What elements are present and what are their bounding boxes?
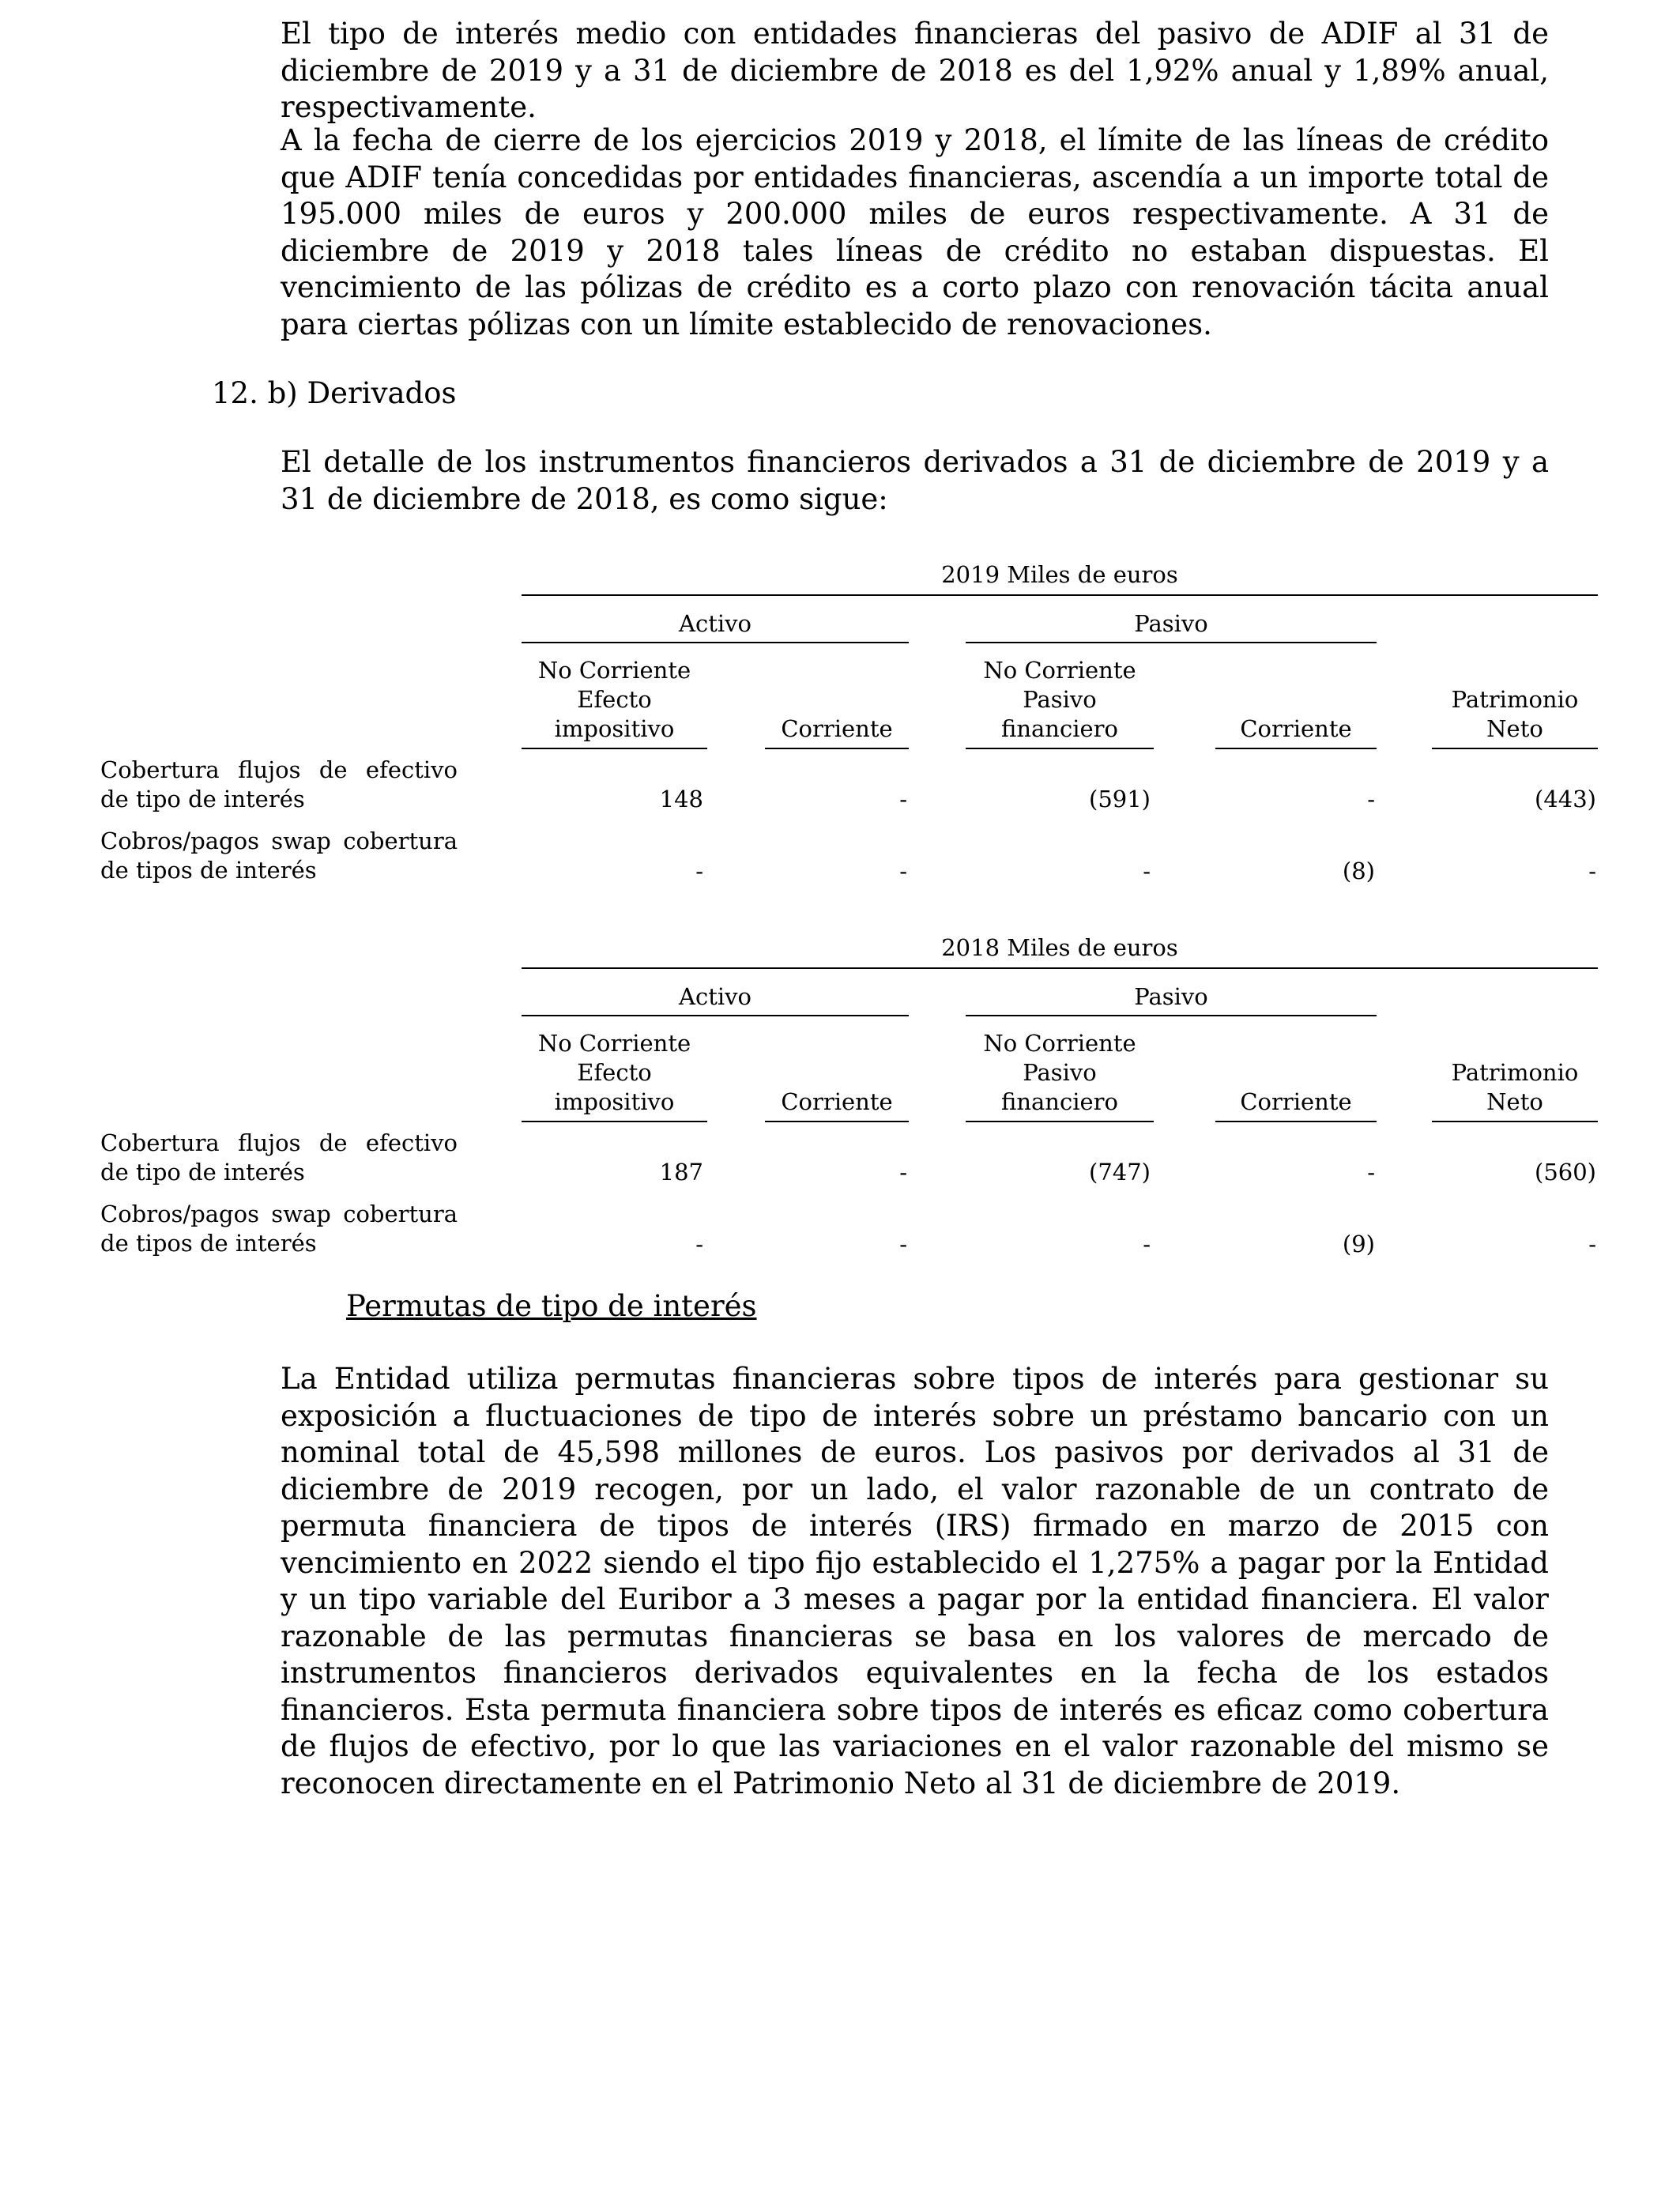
table-cell: - [1588, 858, 1596, 884]
table-cell: (591) [1089, 786, 1151, 812]
row-label-cobros-pagos: Cobros/pagos swap cobertura de tipos de interés [100, 827, 458, 884]
group-header-activo: Activo [679, 983, 751, 1010]
table-cell: (443) [1535, 786, 1596, 812]
title-rule [522, 594, 1598, 596]
col-header-no-corriente-pasivo-financiero: No Corriente Pasivo financiero [983, 657, 1136, 742]
table-cell: - [1367, 1159, 1375, 1186]
group-header-pasivo: Pasivo [1134, 983, 1208, 1010]
row-label-cobros-pagos: Cobros/pagos swap cobertura de tipos de interés [100, 1201, 458, 1257]
col-header-corriente-activo: Corriente [781, 715, 893, 742]
derivatives-table-2018 [0, 933, 1680, 1265]
col-header-patrimonio-neto: Patrimonio Neto [1451, 686, 1579, 742]
table-cell: - [899, 786, 907, 812]
pasivo-rule [966, 642, 1377, 643]
title-rule [522, 967, 1598, 969]
subsection-heading: Permutas de tipo de interés [346, 1289, 757, 1323]
col-header-no-corriente-pasivo-financiero: No Corriente Pasivo financiero [983, 1030, 1136, 1115]
paragraph-derivatives-intro: El detalle de los instrumentos financieros derivados a 31 de diciembre de 2019 y a 31 de diciembre de 2018, es como sigue: [281, 445, 1549, 516]
row-label-cobertura: Cobertura flujos de efectivo de tipo de interés [100, 756, 458, 812]
table-cell: - [695, 1231, 703, 1257]
table-cell: - [1367, 786, 1375, 812]
activo-rule [522, 1015, 909, 1016]
table-cell: - [899, 1159, 907, 1186]
col-header-no-corriente-efecto-impositivo: No Corriente Efecto impositivo [537, 657, 691, 742]
table-cell: 187 [659, 1159, 703, 1186]
table-cell: - [1143, 1231, 1151, 1257]
table-cell: - [695, 858, 703, 884]
col-header-corriente-pasivo: Corriente [1240, 715, 1352, 742]
paragraph-credit-lines: A la fecha de cierre de los ejercicios 2019 y 2018, el límite de las líneas de crédito que ADIF tenía concedidas por entidades financieras, ascendía a un importe total de 195.000 miles de euros y 200.000 miles de euros respectivamente. A 31 de diciembre de 2019 y 2018 tales líneas de crédito no estaban dispuestas. El vencimiento de las pólizas de crédito es a corto plazo con renovación tácita anual para ciertas pólizas con un límite establecido de renovaciones. [281, 123, 1549, 341]
group-header-activo: Activo [679, 610, 751, 637]
table-cell: 148 [659, 786, 703, 812]
derivatives-table-2019 [0, 560, 1680, 892]
row-label-cobertura: Cobertura flujos de efectivo de tipo de interés [100, 1129, 458, 1186]
paragraph-interest-rate: El tipo de interés medio con entidades financieras del pasivo de ADIF al 31 de diciembre de 2019 y a 31 de diciembre de 2018 es del 1,92% anual y 1,89% anual, respectivamente. [281, 17, 1549, 124]
table-cell: - [899, 858, 907, 884]
pasivo-rule [966, 1015, 1377, 1016]
table-title: 2019 Miles de euros [941, 561, 1178, 588]
section-heading: 12. b) Derivados [212, 376, 457, 410]
table-cell: (560) [1535, 1159, 1596, 1186]
table-cell: - [899, 1231, 907, 1257]
col-header-no-corriente-efecto-impositivo: No Corriente Efecto impositivo [537, 1030, 691, 1115]
table-cell: - [1588, 1231, 1596, 1257]
table-cell: (9) [1342, 1231, 1375, 1257]
table-title: 2018 Miles de euros [941, 934, 1178, 961]
activo-rule [522, 642, 909, 643]
paragraph-interest-rate-swaps: La Entidad utiliza permutas financieras sobre tipos de interés para gestionar su exposición a fluctuaciones de tipo de interés sobre un préstamo bancario con un nominal total de 45,598 millones de euros. Los pasivos por derivados al 31 de diciembre de 2019 recogen, por un lado, el valor razonable de un contrato de permuta financiera de tipos de interés (IRS) firmado en marzo de 2015 con vencimiento en 2022 siendo el tipo fijo establecido el 1,275% a pagar por la Entidad y un tipo variable del Euribor a 3 meses a pagar por la entidad financiera. El valor razonable de las permutas financieras se basa en los valores de mercado de instrumentos financieros derivados equivalentes en la fecha de los estados financieros. Esta permuta financiera sobre tipos de interés es eficaz como cobertura de flujos de efectivo, por lo que las variaciones en el valor razonable del mismo se reconocen directamente en el Patrimonio Neto al 31 de diciembre de 2019. [281, 1362, 1549, 1800]
group-header-pasivo: Pasivo [1134, 610, 1208, 637]
table-cell: - [1143, 858, 1151, 884]
col-header-patrimonio-neto: Patrimonio Neto [1451, 1059, 1579, 1115]
table-cell: (747) [1089, 1159, 1151, 1186]
col-header-corriente-activo: Corriente [781, 1088, 893, 1115]
col-header-corriente-pasivo: Corriente [1240, 1088, 1352, 1115]
table-cell: (8) [1342, 858, 1375, 884]
